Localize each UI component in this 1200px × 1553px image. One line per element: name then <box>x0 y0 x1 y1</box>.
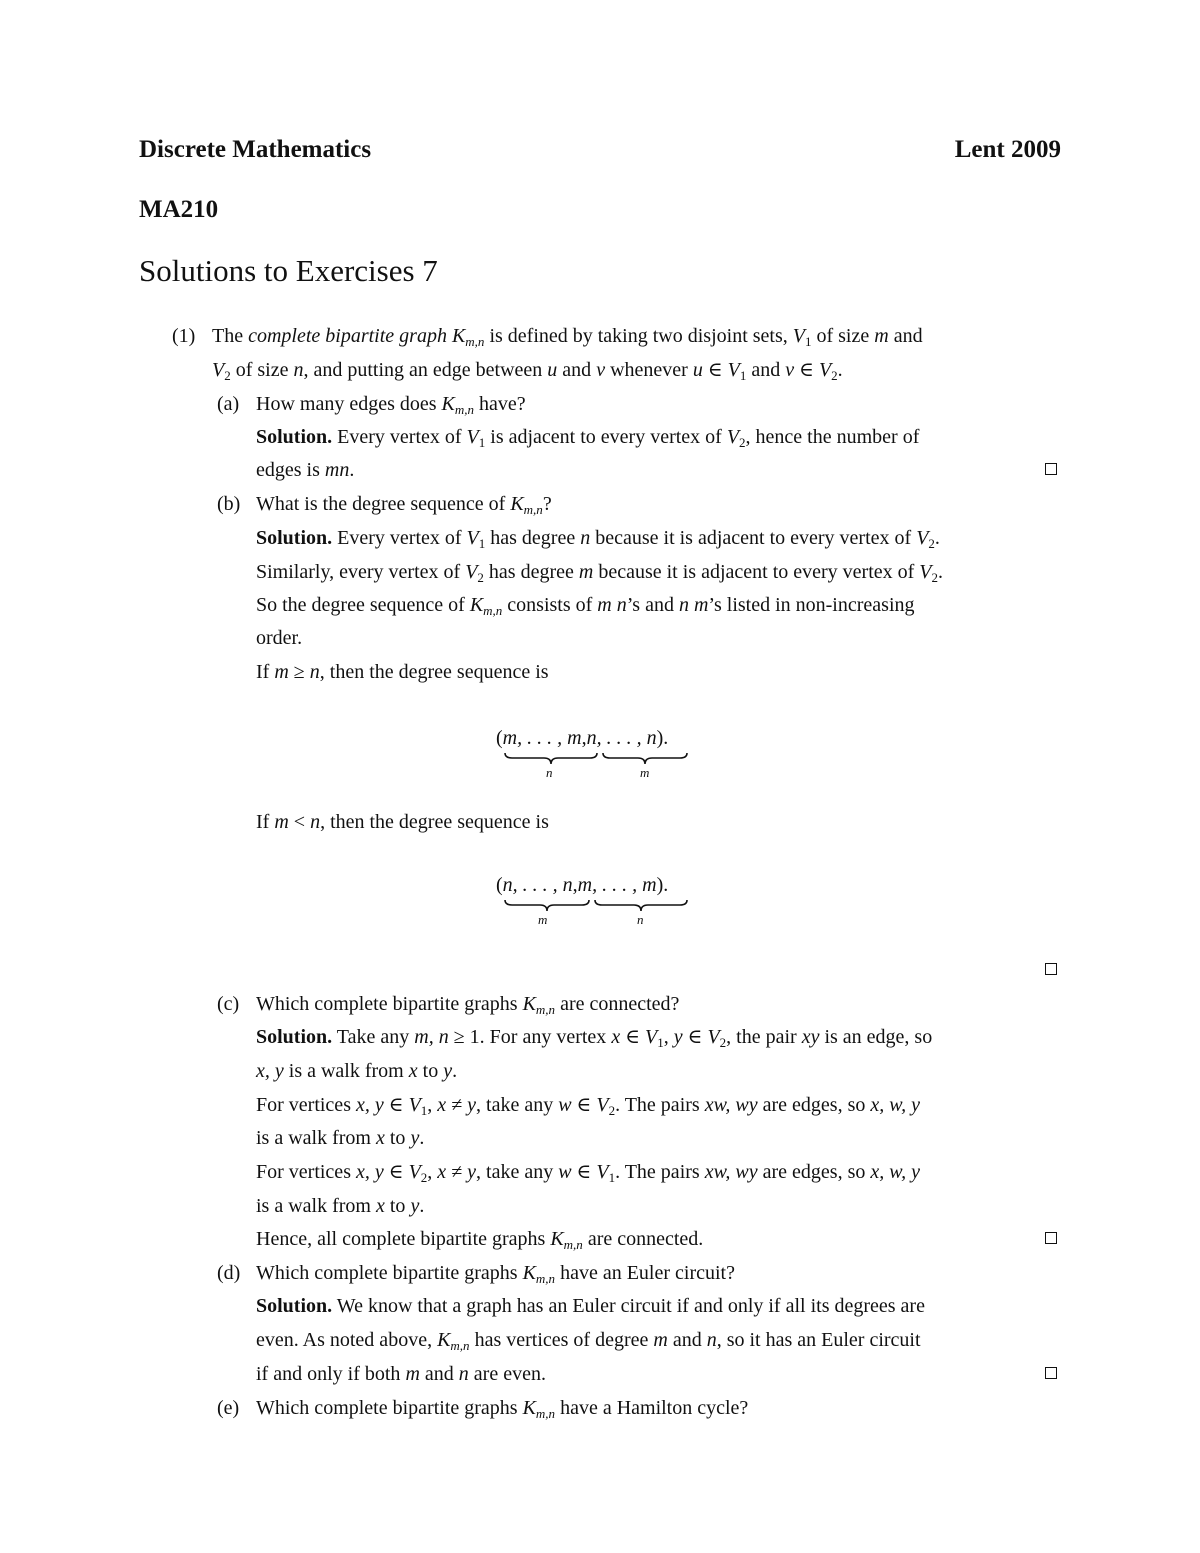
part-a-question: How many edges does $K_{m,n}$ have? <box>256 393 526 417</box>
course-name: Discrete Mathematics <box>139 136 372 163</box>
course-code: MA210 <box>139 196 219 223</box>
degree-sequence-equation-2: (n, . . . , n,m, . . . , m). <box>496 874 669 896</box>
qed-square-d <box>1045 1367 1057 1379</box>
part-b-label: (b) <box>217 493 241 515</box>
part-d-solution-line-2: even. As noted above, $K_{m,n}$ has vertices of degree m and n, so it has an Euler circuit <box>256 1329 921 1353</box>
part-c-solution-line-4: is a walk from x to y. <box>256 1127 425 1149</box>
underbrace-2-left-label: m <box>538 912 548 927</box>
underbrace-2-right <box>594 899 688 913</box>
part-c-solution-line-1: Solution. Take any m, n ≥ 1. For any vertex x ∈ $V_1$, y ∈ $V_2$, the pair xy is an edge, so <box>256 1026 933 1050</box>
part-d-solution-line-1: Solution. We know that a graph has an Euler circuit if and only if all its degrees are <box>256 1295 925 1317</box>
term: Lent 2009 <box>954 136 1061 163</box>
part-c-solution-line-3: For vertices x, y ∈ $V_1$, x ≠ y, take any w ∈ $V_2$. The pairs xw, wy are edges, so x, w, y <box>256 1094 920 1118</box>
page-title: Solutions to Exercises 7 <box>139 253 438 288</box>
part-d-label: (d) <box>217 1262 241 1284</box>
part-b-solution-line-2: Similarly, every vertex of $V_2$ has degree m because it is adjacent to every vertex of $V_2$. <box>256 561 944 585</box>
underbrace-1-right <box>602 752 688 766</box>
qed-square-b <box>1045 963 1057 975</box>
problem-number: (1) <box>172 325 196 347</box>
part-e-label: (e) <box>217 1397 240 1419</box>
part-b-case-1: If m ≥ n, then the degree sequence is <box>256 661 549 683</box>
part-a-label: (a) <box>217 393 240 415</box>
part-c-solution-line-5: For vertices x, y ∈ $V_2$, x ≠ y, take any w ∈ $V_1$. The pairs xw, wy are edges, so x, w, y <box>256 1161 920 1185</box>
underbrace-2-right-label: n <box>637 912 644 927</box>
part-b-solution-line-1: Solution. Every vertex of $V_1$ has degree n because it is adjacent to every vertex of $V_2$. <box>256 527 940 551</box>
part-a-solution-line-2: edges is mn. <box>256 459 355 481</box>
underbrace-1-left-label: n <box>546 765 553 780</box>
underbrace-1-left <box>504 752 598 766</box>
part-d-solution-line-3: if and only if both m and n are even. <box>256 1363 546 1385</box>
part-b-solution-line-3: So the degree sequence of $K_{m,n}$ consists of m n’s and n m’s listed in non-increasing <box>256 594 915 618</box>
problem-intro-line-1: The complete bipartite graph $K_{m,n}$ is defined by taking two disjoint sets, $V_1$ of size m and <box>212 325 923 349</box>
part-b-question: What is the degree sequence of $K_{m,n}$? <box>256 493 552 517</box>
part-c-solution-line-7: Hence, all complete bipartite graphs $K_{m,n}$ are connected. <box>256 1228 704 1252</box>
part-b-case-2: If m < n, then the degree sequence is <box>256 811 549 833</box>
part-e-question: Which complete bipartite graphs $K_{m,n}$ have a Hamilton cycle? <box>256 1397 749 1421</box>
part-c-solution-line-2: x, y is a walk from x to y. <box>256 1060 458 1082</box>
part-c-solution-line-6: is a walk from x to y. <box>256 1195 425 1217</box>
qed-square-a <box>1045 463 1057 475</box>
degree-sequence-equation-1: (m, . . . , m,n, . . . , n). <box>496 727 669 749</box>
part-b-solution-line-4: order. <box>256 627 303 649</box>
part-c-question: Which complete bipartite graphs $K_{m,n}$ are connected? <box>256 993 680 1017</box>
part-c-label: (c) <box>217 993 240 1015</box>
underbrace-1-right-label: m <box>640 765 650 780</box>
qed-square-c <box>1045 1232 1057 1244</box>
part-a-solution-line-1: Solution. Every vertex of $V_1$ is adjacent to every vertex of $V_2$, hence the number of <box>256 426 920 450</box>
problem-intro-line-2: $V_2$ of size n, and putting an edge between u and v whenever u ∈ $V_1$ and v ∈ $V_2$. <box>212 359 843 383</box>
underbrace-2-left <box>504 899 590 913</box>
header <box>139 136 1061 166</box>
part-d-question: Which complete bipartite graphs $K_{m,n}$ have an Euler circuit? <box>256 1262 735 1286</box>
